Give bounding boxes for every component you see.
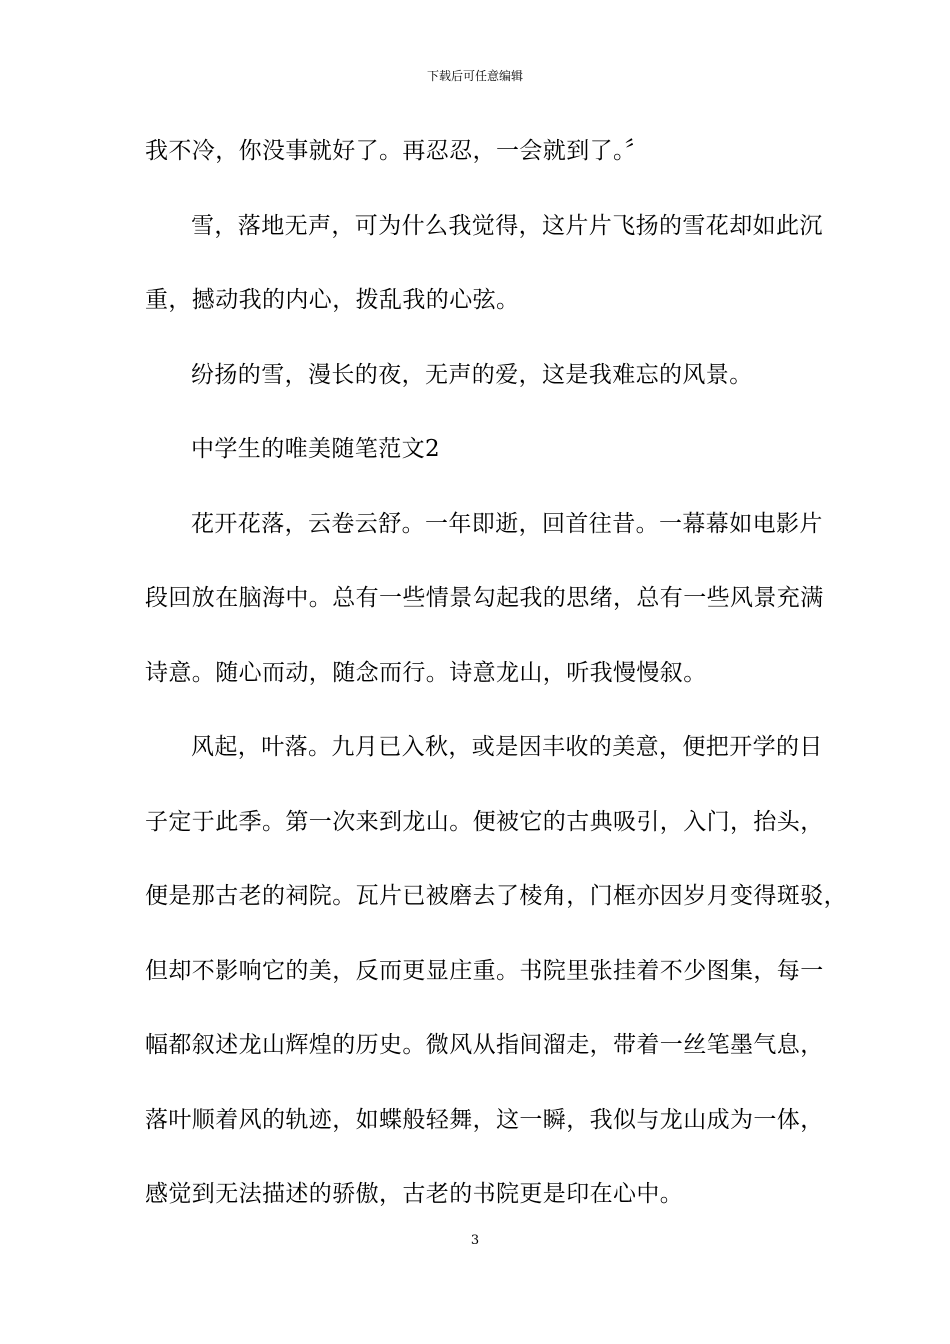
text-line: 重，撼动我的内心，拨乱我的心弦。 [145,287,520,313]
text-line: 诗意。随心而动，随念而行。诗意龙山，听我慢慢叙。 [145,659,707,686]
text-line: 纷扬的雪，漫长的夜，无声的爱，这是我难忘的风景。 [191,361,753,388]
text-line: 便是那古老的祠院。瓦片已被磨去了棱角，门框亦因岁月变得斑驳， [145,883,847,909]
text-line: 但却不影响它的美，反而更显庄重。书院里张挂着不少图集，每一 [145,957,824,984]
section-heading: 中学生的唯美随笔范文2 [191,436,441,462]
text-line: 段回放在脑海中。总有一些情景勾起我的思绪，总有一些风景充满 [145,585,824,611]
text-line: 花开花落，云卷云舒。一年即逝，回首往昔。一幕幕如电影片 [191,510,823,537]
text-line: 感觉到无法描述的骄傲，古老的书院更是印在心中。 [145,1181,684,1207]
text-line: 幅都叙述龙山辉煌的历史。微风从指间溜走，带着一丝笔墨气息， [145,1032,824,1058]
page-header: 下载后可任意编辑 [426,69,523,83]
text-line: 雪，落地无声，可为什么我觉得，这片片飞扬的雪花却如此沉 [191,212,823,239]
text-line: 落叶顺着风的轨迹，如蝶般轻舞，这一瞬，我似与龙山成为一体， [145,1106,824,1133]
page-number: 3 [470,1233,480,1248]
text-line: 风起，叶落。九月已入秋，或是因丰收的美意，便把开学的日 [191,734,823,760]
text-line: 子定于此季。第一次来到龙山。便被它的古典吸引，入门，抬头， [145,808,824,835]
text-line: 我不冷，你没事就好了。再忍忍，一会就到了。〞 [145,138,649,164]
body-text [145,131,847,1249]
